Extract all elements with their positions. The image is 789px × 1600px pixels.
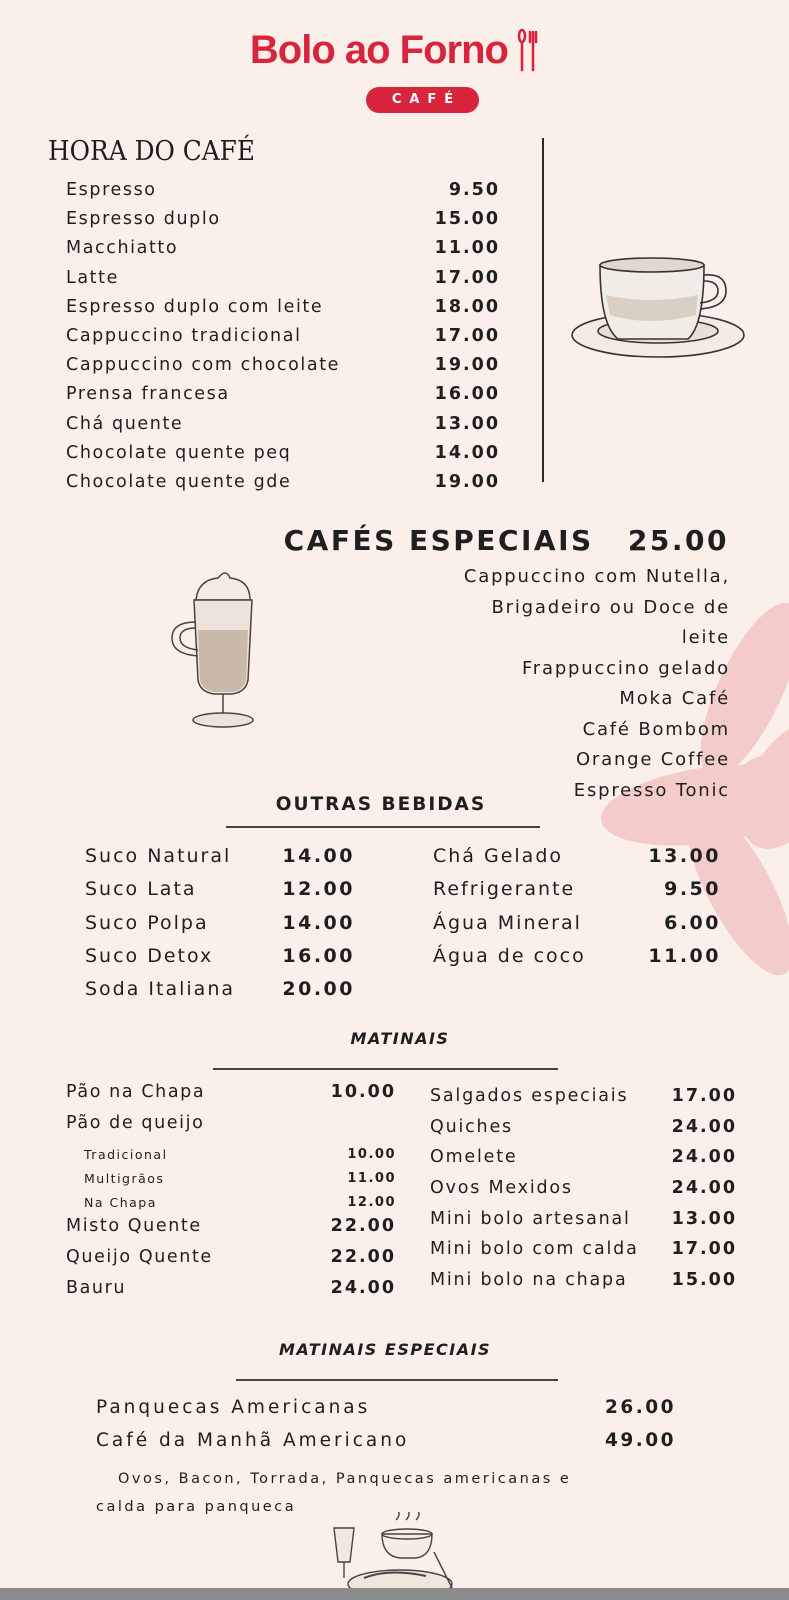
item-price: 17.00 [671,1086,737,1106]
matinais-right-list [430,1086,737,1301]
brand-name: Bolo ao Forno [249,28,508,72]
item-price: 10.00 [330,1082,396,1102]
item-name: Espresso duplo [66,209,221,230]
menu-item [96,1430,676,1463]
hora-do-cafe-list [66,180,500,501]
item-name: Multigrãos [84,1171,165,1186]
item-name: Mini bolo com calda [430,1239,639,1260]
item-price: 14.00 [434,442,500,463]
item-name: Cappuccino com chocolate [66,355,341,376]
item-price: 24.00 [671,1147,737,1168]
list-item: Café Bombom [582,718,730,740]
coffee-cup-saucer-icon [570,255,750,375]
item-name: Salgados especiais [430,1086,629,1106]
item-name: Suco Detox [85,944,214,967]
item-price: 14.00 [282,911,355,934]
menu-item [430,1270,737,1301]
section-title-hora-do-cafe: HORA DO CAFÉ [48,136,256,167]
item-price: 12.00 [282,878,355,901]
item-price: 13.00 [671,1208,737,1229]
section-title-outras-bebidas: OUTRAS BEBIDAS [275,794,487,815]
item-price: 9.50 [664,878,721,901]
item-price: 16.00 [434,384,500,405]
item-name: Mini bolo artesanal [430,1208,631,1229]
item-price: 9.50 [448,180,500,200]
cafes-especiais-header [284,524,729,557]
item-name: Espresso duplo com leite [66,296,324,317]
menu-item [66,1278,396,1309]
menu-subitem [66,1192,396,1216]
list-item: Orange Coffee [575,749,730,770]
section-divider [236,1379,558,1381]
menu-item [66,443,500,472]
menu-item [66,297,500,326]
item-name: Chá quente [66,413,184,434]
menu-item [430,1117,737,1148]
item-name: Água de coco [433,944,586,967]
menu-subitem [66,1144,396,1168]
item-price: 17.00 [671,1239,737,1260]
menu-item [66,209,500,238]
item-price: 15.00 [434,209,500,230]
item-name: Na Chapa [84,1195,157,1210]
menu-item [85,912,355,945]
item-price: 22.00 [330,1216,396,1236]
menu-item [66,472,500,501]
item-name: Soda Italiana [85,978,236,1001]
item-name: Suco Lata [85,878,197,901]
menu-item [66,326,500,355]
menu-item [66,1113,396,1144]
item-price: 17.00 [434,325,500,346]
matinais-left-list [66,1082,396,1309]
outras-bebidas-right-list [433,845,721,978]
menu-item [433,878,721,911]
item-price: 13.00 [648,845,721,867]
section-title-matinais: MATINAIS [350,1029,450,1048]
item-name: Queijo Quente [66,1247,213,1267]
item-price: 14.00 [282,845,355,867]
item-price: 16.00 [282,944,355,967]
item-price: 19.00 [434,471,500,492]
list-item: leite [681,627,730,648]
item-name: Latte [66,267,119,288]
list-item: Brigadeiro ou Doce de [491,596,730,618]
item-name: Bauru [66,1278,127,1298]
item-name: Ovos Mexidos [430,1178,573,1199]
item-price: 49.00 [604,1430,676,1451]
menu-item [66,414,500,443]
utensils-icon [517,28,539,72]
section-title-matinais-especiais: MATINAIS ESPECIAIS [278,1340,492,1359]
item-name: Café da Manhã Americano [96,1430,410,1451]
item-name: Espresso [66,180,157,200]
item-name: Suco Natural [85,845,232,867]
item-name: Refrigerante [433,878,576,901]
menu-item [430,1209,737,1240]
menu-item [85,878,355,911]
menu-item [430,1147,737,1178]
item-name: Água Mineral [433,911,582,934]
item-name: Cappuccino tradicional [66,325,302,346]
menu-item [433,912,721,945]
menu-subitem [66,1168,396,1192]
item-price: 24.00 [330,1278,396,1298]
section-divider [213,1068,558,1070]
item-price: 11.00 [434,238,500,259]
brand-subtitle-badge: CAFÉ [366,87,479,113]
item-price: 10.00 [347,1147,396,1162]
menu-item [85,978,355,1011]
menu-item [433,945,721,978]
menu-item [433,845,721,878]
section-divider [226,826,540,828]
breakfast-illustration-icon [330,1512,460,1592]
item-price: 20.00 [282,978,355,1001]
list-item: Espresso Tonic [573,779,730,801]
item-name: Mini bolo na chapa [430,1270,628,1291]
item-price: 26.00 [604,1397,676,1418]
item-name: Suco Polpa [85,911,209,934]
menu-item [85,845,355,878]
item-description: Ovos, Bacon, Torrada, Panquecas americanas e calda para panqueca [96,1471,572,1515]
item-name: Pão na Chapa [66,1082,206,1102]
item-name: Chá Gelado [433,845,564,867]
item-price: 24.00 [671,1116,737,1137]
menu-item [430,1239,737,1270]
item-price: 6.00 [664,911,721,934]
cafes-especiais-price: 25.00 [627,524,729,557]
item-name: Macchiatto [66,238,179,259]
list-item: Moka Café [619,688,730,709]
list-item: Cappuccino com Nutella, [463,566,730,587]
menu-item [66,355,500,384]
menu-item [96,1397,676,1430]
item-price: 13.00 [434,413,500,434]
menu-item [66,384,500,413]
item-name: Quiches [430,1116,513,1137]
item-price: 19.00 [434,355,500,376]
item-name: Chocolate quente peq [66,442,292,463]
irish-coffee-glass-icon [168,570,268,740]
menu-item [66,238,500,267]
cafes-especiais-list [464,566,730,810]
item-price: 12.00 [347,1195,396,1210]
menu-item [430,1086,737,1117]
menu-item [66,1216,396,1247]
item-name: Pão de queijo [66,1113,205,1133]
vertical-divider [542,138,544,482]
item-name: Omelete [430,1147,518,1168]
matinais-especiais-list [96,1397,676,1463]
menu-item [66,268,500,297]
menu-item [430,1178,737,1209]
item-name: Tradicional [84,1147,168,1162]
item-price: 11.00 [648,944,721,967]
menu-item [66,1247,396,1278]
item-name: Misto Quente [66,1216,202,1236]
item-name: Prensa francesa [66,384,230,405]
item-price: 24.00 [671,1178,737,1199]
bottom-bar [0,1588,789,1600]
item-price: 17.00 [434,267,500,288]
menu-item [85,945,355,978]
item-name: Chocolate quente gde [66,471,292,492]
section-title-cafes-especiais: CAFÉS ESPECIAIS [283,524,594,557]
item-price: 11.00 [347,1171,396,1186]
menu-item [66,1082,396,1113]
item-price: 18.00 [434,296,500,317]
item-price: 22.00 [330,1247,396,1267]
item-price: 15.00 [671,1270,737,1291]
outras-bebidas-left-list [85,845,355,1011]
list-item: Frappuccino gelado [521,657,730,679]
brand-logo [0,28,789,73]
item-name: Panquecas Americanas [96,1397,371,1418]
menu-item [66,180,500,209]
